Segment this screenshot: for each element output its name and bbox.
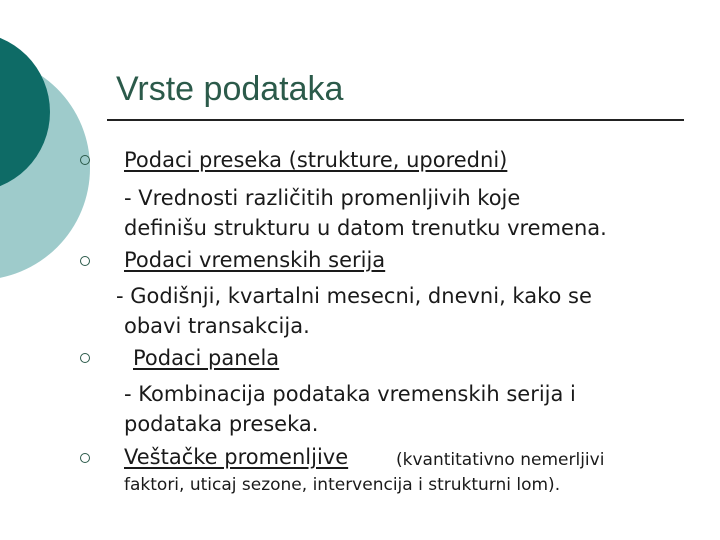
item-heading-panel: Podaci panela <box>133 346 280 370</box>
item-text: - Godišnji, kvartalni mesecni, dnevni, kako se <box>116 284 592 308</box>
item-heading-time-series: Podaci vremenskih serija <box>124 248 386 272</box>
slide-title: Vrste podataka <box>116 70 344 108</box>
item-text: faktori, uticaj sezone, intervencija i strukturni lom). <box>124 475 561 495</box>
item-text: obavi transakcija. <box>124 314 310 338</box>
item-text: - Kombinacija podataka vremenskih serija i <box>124 382 576 406</box>
bullet-icon <box>80 256 90 266</box>
item-text: definišu strukturu u datom trenutku vremena. <box>124 216 607 240</box>
item-heading-dummy-variables: Veštačke promenljive <box>124 445 349 469</box>
bullet-icon <box>80 453 90 463</box>
bullet-icon <box>80 155 90 165</box>
item-text: - Vrednosti različitih promenljivih koje <box>124 186 521 210</box>
bullet-icon <box>80 353 90 363</box>
item-heading-cross-section: Podaci preseka (strukture, uporedni) <box>124 148 508 172</box>
item-inline-note: (kvantitativno nemerljivi <box>396 450 605 470</box>
item-text: podataka preseka. <box>124 412 319 436</box>
